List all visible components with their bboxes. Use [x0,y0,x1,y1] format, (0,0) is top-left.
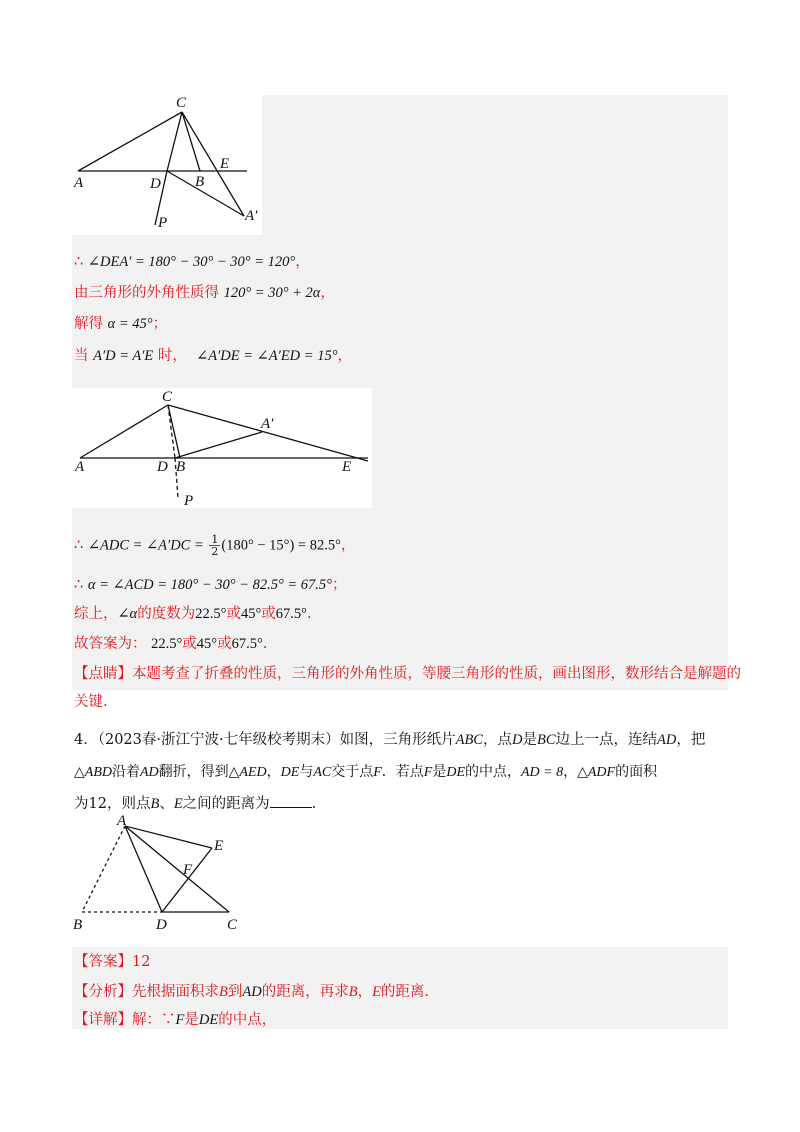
fig1-label-a-prime: A′ [245,208,258,224]
figure-2 [72,388,372,508]
math: DE [280,765,300,780]
math: △AED [228,765,267,780]
fig1-label-e: E [220,156,230,172]
text: 解得 [74,316,103,332]
math: F [175,1012,185,1028]
text: . [311,796,317,812]
text: ．若点 [381,764,424,780]
text: ， [563,764,578,780]
math: E [372,984,381,1000]
answer-line-3 [74,1010,276,1030]
figure-1-svg [72,95,262,235]
solution-line-6 [74,575,346,595]
text: 的距离. [380,984,430,1000]
value: 22.5° [195,606,227,622]
math: D [511,732,523,748]
text: ， [266,764,281,780]
text: 沿着 [111,764,140,780]
math: AD [139,765,159,780]
fig3-label-d: D [156,917,167,933]
math: F [423,765,433,780]
solution-line-7 [74,604,312,624]
value: 45° [240,606,262,622]
punct: . [306,606,312,622]
solution-line-9: 【点睛】本题考查了折叠的性质，三角形的外角性质，等腰三角形的性质，画出图形，数形结合是解题的 [74,666,741,682]
solution-line-5 [74,534,355,557]
math: △ADF [577,765,616,780]
fraction-denominator: 2 [211,545,219,558]
fig3-label-e: E [214,838,224,854]
punct: ； [331,577,347,593]
equation: ∠A′DE = ∠A′ED = 15° [196,348,338,364]
figure-3 [72,812,252,937]
math: F [373,765,382,780]
fig2-label-e: E [342,459,352,475]
math: AD = 8 [521,765,564,780]
text: 时， [157,348,187,364]
question-line-3 [74,792,316,813]
math: DE [198,1012,219,1028]
math: E [173,796,183,812]
text: 【分析】先根据面积求 [74,984,219,1000]
text: 故答案为： [74,636,147,652]
text: 交于点 [331,764,374,780]
fig1-label-a: A [74,175,84,191]
fig1-label-p: P [158,215,168,231]
therefore-symbol: ∴ [74,577,84,593]
text: 的距离，再求 [261,984,349,1000]
therefore-symbol: ∴ [74,537,84,554]
figure-3-svg [72,812,252,937]
math: AD [242,984,262,1000]
equation: ∠ADC = ∠A′DC = [87,537,204,554]
punct: . [262,636,268,652]
text: 当 [74,348,89,364]
math: B [348,984,358,1000]
text: 的中点， [218,1012,277,1028]
fig2-label-d: D [157,459,168,475]
text: 的度数为 [137,606,196,622]
text: 翻折，得到 [158,764,229,780]
punct: ， [295,254,310,270]
punct: ， [320,285,335,301]
math: AD [657,732,677,748]
solution-line-1 [74,252,310,272]
value: 45° [196,636,218,652]
text: 边上一点，连结 [555,732,657,748]
question-line-1 [74,728,705,749]
equation: ∠α [117,606,138,622]
value: 67.5° [275,606,307,622]
math: △ABD [74,765,112,780]
math: ABC [455,732,483,748]
question-line-2 [74,761,657,781]
text: 由三角形的外角性质得 [74,285,219,301]
fig2-label-a: A [75,459,85,475]
text: ，点 [482,732,512,748]
text: 综上， [74,606,118,622]
answer-line-2 [74,982,429,1002]
fig1-label-d: D [150,176,161,192]
answer-blank[interactable] [270,793,312,808]
text: ，把 [676,732,706,748]
text: 为12，则点 [74,796,151,812]
figure-1 [72,95,262,235]
fig3-label-a: A [117,813,127,829]
math: BC [536,732,556,748]
text: 之间的距离为 [182,796,270,812]
punct: ， [337,348,352,364]
solution-line-4 [74,346,352,366]
text: 的面积 [615,764,658,780]
text: 到 [227,984,243,1000]
solution-line-3 [74,314,167,334]
therefore-symbol: ∴ [74,254,84,270]
equation: ∠DEA′ = 180° − 30° − 30° = 120° [87,254,296,270]
fig1-label-b: B [195,174,205,190]
fig1-label-c: C [176,95,187,111]
text: 是 [432,764,447,780]
math: DE [446,765,465,780]
fig3-label-c: C [227,917,238,933]
text: 或 [217,636,232,652]
text: 或 [182,636,197,652]
solution-line-8 [74,634,267,654]
equation: α = 45° [107,316,153,332]
figure-2-svg [72,388,372,508]
fig2-label-a-prime: A′ [261,416,274,432]
solution-line-10: 关键. [74,694,108,710]
text: 、 [159,796,174,812]
math: AC [313,765,332,780]
solution-line-2 [74,283,335,303]
text: 是 [184,1012,199,1028]
text: 或 [226,606,241,622]
equation: 120° = 30° + 2α [223,285,321,301]
equation: A′D = A′E [93,348,154,364]
equation: α = ∠ACD = 180° − 30° − 82.5° = 67.5° [87,577,332,593]
text: ， [357,984,373,1000]
value: 67.5° [231,636,263,652]
fig3-label-b: B [73,917,83,933]
fig2-label-c: C [162,389,173,405]
fraction-numerator: 1 [211,533,219,546]
text: 【详解】解：∵ [74,1012,176,1028]
fig3-label-f: F [183,862,193,878]
text: 与 [299,764,314,780]
math: B [219,984,228,1000]
math: B [150,796,160,812]
text: 或 [261,606,276,622]
fig2-label-b: B [176,459,186,475]
fig2-label-p: P [184,493,194,508]
text: 4．（2023春·浙江宁波·七年级校考期末）如图，三角形纸片 [74,732,456,748]
punct: ， [340,537,356,554]
text: 是 [522,732,537,748]
equation: (180° − 15°) = 82.5° [221,537,341,554]
punct: ； [152,316,168,332]
answer-line-1: 【答案】12 [74,954,151,970]
fraction [209,534,220,557]
text: 的中点， [465,764,521,780]
value: 22.5° [151,636,183,652]
